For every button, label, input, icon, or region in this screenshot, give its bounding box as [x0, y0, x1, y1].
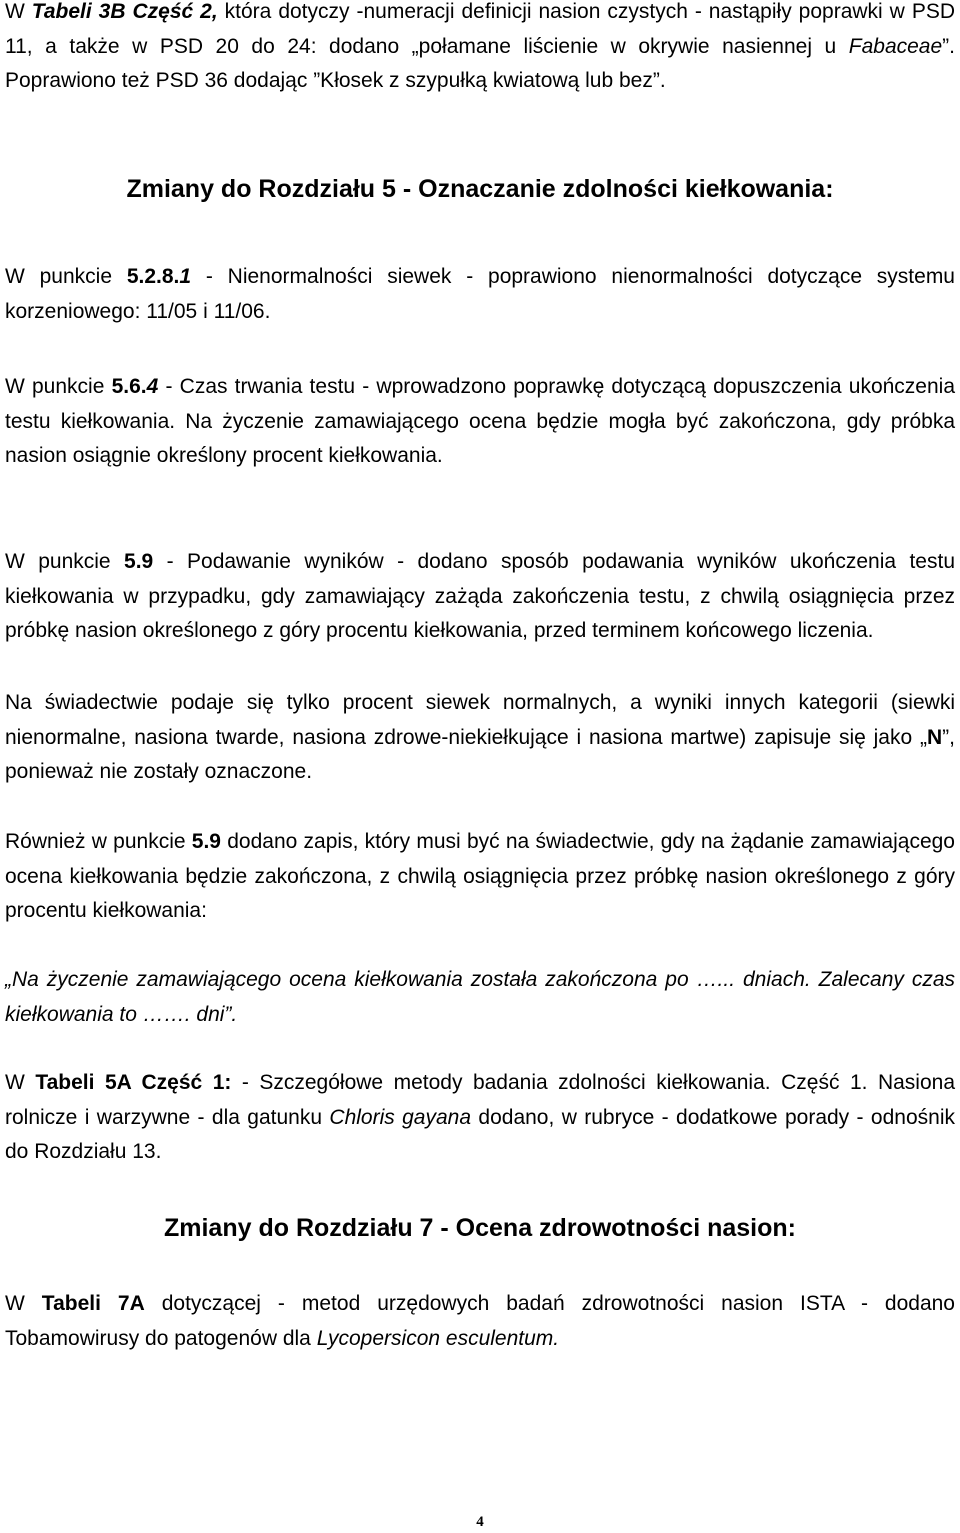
paragraph-certificate-results: [5, 686, 955, 790]
paragraph-table-5a: [5, 1066, 955, 1170]
table-reference: Tabeli 7A: [41, 1292, 145, 1315]
paragraph-table-3b: [5, 0, 955, 99]
text: Również w punkcie: [5, 830, 192, 853]
text: która dotyczy -numeracji definicji nasion czystych - nastąpiły poprawki w PSD 11, a także w PSD 20 do 24: dodano „połamane liścienie w okrywie nasiennej u: [5, 0, 955, 58]
page-number: 4: [476, 1514, 484, 1530]
text: - Szczegółowe metody badania zdolności kiełkowania. Część 1. Nasiona rolnicze i warzywne - dla gatunku: [5, 1071, 955, 1129]
text: - Podawanie wyników - dodano sposób podawania wyników ukończenia testu kiełkowania w przypadku, gdy zamawiający zażąda zakończenia testu, z chwilą osiągnięcia przez próbkę nasion określonego z góry procentu kiełkowania, przed terminem końcowego liczenia.: [5, 550, 955, 642]
text: W punkcie: [5, 265, 127, 288]
paragraph-point-5-6-4: [5, 370, 955, 474]
point-number: 5.9: [124, 550, 154, 573]
text: W: [5, 1071, 36, 1094]
certificate-quote: [5, 963, 955, 1032]
text: Na świadectwie podaje się tylko procent siewek normalnych, a wyniki innych kategorii (siewki nienormalne, nasiona twarde, nasiona zdrowe-niekiełkujące i nasiona martwe) zapisuje się jako „: [5, 691, 955, 749]
point-number: 5.2.8.: [126, 265, 180, 288]
species-name: Chloris gayana: [329, 1105, 472, 1129]
text: ”, ponieważ nie zostały oznaczone.: [5, 725, 955, 783]
text: dotyczącej - metod urzędowych badań zdrowotności nasion ISTA - dodano Tobamowirusy do patogenów dla: [5, 1292, 955, 1350]
text: ”. Poprawiono też PSD 36 dodając ”Kłosek z szypułką kwiatową lub bez”.: [5, 34, 955, 92]
text: dodano zapis, który musi być na świadectwie, gdy na żądanie zamawiającego ocena kiełkowania będzie zakończona, z chwilą osiągnięcia przez próbkę nasion określonego z góry procentu kiełkowania:: [5, 830, 955, 922]
taxon-name: Fabaceae: [848, 34, 943, 58]
point-number: 5.6.: [111, 375, 147, 398]
text: - Nienormalności siewek - poprawiono nienormalności dotyczące systemu korzeniowego: 11/05 i 11/06.: [5, 265, 955, 323]
paragraph-certificate-note: [5, 825, 955, 929]
table-reference: Tabeli 3B Część 2,: [31, 0, 218, 23]
text: W: [5, 0, 32, 23]
point-number-suffix: 4: [146, 375, 159, 398]
text: - Czas trwania testu - wprowadzono poprawkę dotyczącą dopuszczenia ukończenia testu kiełkowania. Na życzenie zamawiającego ocena będzie mogła być zakończona, gdy próbka nasion osiągnie określony procent kiełkowania.: [5, 375, 956, 467]
section-heading-chapter-5: Zmiany do Rozdziału 5 - Oznaczanie zdolności kiełkowania:: [126, 175, 834, 203]
point-number-suffix: 1: [179, 265, 192, 288]
result-code: N: [927, 725, 943, 749]
paragraph-point-5-2-8-1: [5, 260, 955, 329]
table-reference: Tabeli 5A Część 1:: [35, 1071, 232, 1094]
paragraph-point-5-9: [5, 545, 955, 649]
text: dodano, w rubryce - dodatkowe porady - odnośnik do Rozdziału 13.: [5, 1105, 955, 1163]
point-number: 5.9: [191, 830, 221, 853]
text: W punkcie: [5, 375, 112, 398]
section-heading-chapter-7: Zmiany do Rozdziału 7 - Ocena zdrowotności nasion:: [163, 1214, 796, 1242]
quote-text: „Na życzenie zamawiającego ocena kiełkowania została zakończona po …... dniach. Zalecany czas kiełkowania to ……. dni”.: [5, 968, 955, 1026]
text: W punkcie: [5, 550, 125, 573]
paragraph-table-7a: [5, 1287, 955, 1356]
species-name: Lycopersicon esculentum.: [316, 1326, 560, 1350]
text: W: [5, 1292, 42, 1315]
